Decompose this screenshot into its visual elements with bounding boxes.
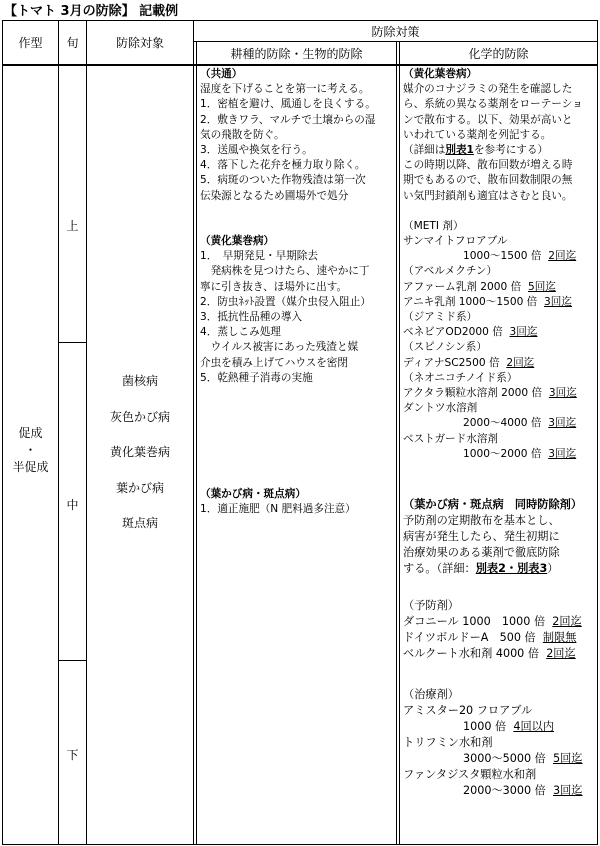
chemical-leafmold	[403, 497, 593, 577]
drug-row	[403, 735, 593, 751]
cultural-leafmold-line: 1．適正施肥（N 肥料過多注意）	[200, 503, 356, 516]
cultural-tylcv-line: 4．蒸しこみ処理	[200, 326, 281, 339]
drug-row	[403, 783, 593, 799]
cultural-tylcv-line: 5．乾熱種子消毒の実施	[200, 371, 313, 384]
drug-row	[403, 751, 593, 767]
header-chemical: 化学的防除	[468, 46, 529, 61]
drug-row	[403, 386, 593, 401]
drug-name: ベストガード水溶剤	[403, 432, 499, 445]
drug-name: ベルクート水和剤 4000 倍	[403, 647, 540, 660]
drug-row	[403, 432, 593, 447]
drug-limit: 2回迄	[506, 356, 535, 369]
drug-row	[403, 234, 593, 249]
chemical-tylcv-line: ら、系統の異なる薬剤をローテーショ	[403, 98, 583, 111]
drug-name: アニキ乳剤 1000～1500 倍	[403, 295, 538, 308]
cultural-leafmold	[200, 487, 392, 517]
chemical-preventive	[403, 598, 593, 660]
drug-group: （アベルメクチン）	[403, 265, 498, 278]
cultural-common-line: 5．病斑のついた作物残渣は第一次	[200, 174, 366, 187]
drug-limit: 2回迄	[548, 250, 577, 263]
text-segment: を参考にする）	[473, 143, 549, 156]
drug-dose: 2000～3000 倍	[463, 784, 546, 797]
drug-limit: 2回迄	[552, 615, 582, 628]
cultural-tylcv-heading: （黄化葉巻病）	[200, 235, 275, 248]
chemical-tylcv-line: い気門封鎖剤も適宜はさむと良い。	[403, 189, 573, 202]
chemical-tylcv-line	[403, 143, 593, 158]
cultural-leafmold-heading: （葉かび病・斑点病）	[200, 488, 306, 500]
drug-name: ディアナSC2500 倍	[403, 356, 500, 369]
drug-name: サンマイトフロアブル	[403, 235, 508, 248]
drug-name: アミスター20 フロアブル	[403, 704, 533, 717]
drug-limit: 制限無	[542, 631, 577, 644]
drug-limit: 2回迄	[546, 647, 576, 660]
cultural-tylcv-line: 1． 早期発見・早期除去	[200, 250, 318, 263]
cultural-column	[200, 67, 392, 386]
drug-name: アファーム乳剤 2000 倍	[403, 280, 522, 293]
period-early: 上	[66, 218, 79, 233]
drug-limit: 3回迄	[544, 295, 572, 308]
drug-limit: 3回迄	[553, 784, 583, 797]
header-target: 防除対象	[115, 36, 164, 50]
drug-limit: 3回迄	[548, 447, 577, 460]
chemical-tylcv-line: いわれている薬剤を列記する。	[403, 128, 552, 141]
chemical-tylcv-line: ンで散布する。以下、効果が高いと	[403, 113, 573, 126]
drug-row	[403, 219, 593, 234]
drug-row	[403, 767, 593, 783]
drug-dose: 1000～2000 倍	[463, 447, 542, 460]
cultural-common-heading: （共通）	[200, 68, 243, 80]
header-period: 旬	[66, 36, 79, 50]
crop-type-line: ・	[24, 443, 37, 457]
drug-dose: 3000～5000 倍	[463, 752, 546, 765]
drug-row	[403, 295, 593, 310]
text-segment: ）	[547, 562, 559, 575]
insecticide-list	[403, 219, 593, 460]
appendix-link-1[interactable]: 別表1	[445, 143, 474, 156]
drug-name: ベネビアOD2000 倍	[403, 326, 503, 339]
drug-row	[403, 719, 593, 735]
cultural-tylcv-line: 寧に引き抜き、ほ場外に出す。	[200, 280, 348, 293]
target-item: 葉かび病	[115, 480, 164, 495]
drug-row	[403, 614, 593, 630]
drug-row	[403, 325, 593, 340]
crop-type-line: 半促成	[12, 460, 49, 474]
cultural-tylcv-line: 2．防虫ﾈｯﾄ設置（媒介虫侵入阻止）	[200, 295, 371, 308]
chemical-leafmold-line: 予防剤の定期散布を基本とし、	[403, 514, 560, 527]
cultural-common-line: 気の飛散を防ぐ。	[200, 128, 285, 141]
drug-limit: 3回迄	[548, 386, 577, 399]
chemical-tylcv-heading: （黄化葉巻病）	[403, 68, 478, 80]
drug-row	[403, 703, 593, 719]
drug-group: （ネオニコチノイド系）	[403, 371, 518, 384]
drug-name: アクタラ顆粒水溶剤 2000 倍	[403, 386, 543, 399]
drug-limit: 3回迄	[548, 417, 577, 430]
period-mid: 中	[66, 497, 79, 512]
drug-row	[403, 280, 593, 295]
chemical-leafmold-line	[403, 561, 593, 577]
preventive-heading: （予防剤）	[403, 599, 459, 612]
drug-name: ダコニール 1000 1000 倍	[403, 615, 546, 628]
drug-row	[403, 416, 593, 431]
cultural-tylcv-line: 発病株を見つけたら、速やかに丁	[200, 265, 370, 278]
chemical-tylcv-line: 期でもあるので、散布回数制限の無	[403, 174, 573, 187]
text-segment: （詳細は	[403, 143, 446, 156]
curative-list	[403, 703, 593, 797]
page-title: 【トマト 3月の防除】 記載例	[4, 4, 179, 19]
target-item: 斑点病	[121, 516, 158, 530]
drug-name: トリフミン水和剤	[403, 736, 493, 749]
drug-row	[403, 447, 593, 462]
cultural-common-line: 2．敷きワラ、マルチで土壌からの湿	[200, 113, 376, 126]
chemical-curative	[403, 687, 593, 797]
drug-row	[403, 371, 593, 386]
header-crop-type: 作型	[18, 36, 43, 50]
drug-row	[403, 401, 593, 416]
cultural-tylcv-line: 3．抵抗性品種の導入	[200, 311, 303, 323]
crop-type-cell	[3, 425, 58, 476]
cultural-tylcv-line: ウイルス被害にあった残渣と媒	[200, 341, 359, 354]
cultural-common-line: 4．落下した花弁を極力取り除く。	[200, 159, 366, 172]
cultural-common-line: 湿度を下げることを第一に考える。	[200, 83, 370, 96]
preventive-list	[403, 614, 593, 660]
drug-limit: 3回迄	[509, 326, 538, 339]
crop-type-line: 促成	[18, 426, 43, 440]
target-item: 菌核病	[121, 374, 158, 388]
appendix-link-2-3[interactable]: 別表2・別表3	[475, 562, 548, 575]
drug-row	[403, 646, 593, 662]
chemical-column	[403, 67, 593, 460]
drug-row	[403, 264, 593, 279]
chemical-leafmold-line: 病害が発生したら、発生初期に	[403, 530, 560, 543]
drug-dose: 1000～1500 倍	[463, 250, 542, 263]
chemical-tylcv-line: 媒介のコナジラミの発生を確認した	[403, 83, 573, 96]
drug-limit: 4回以内	[513, 720, 555, 733]
drug-name: ドイツボルドーA 500 倍	[403, 631, 536, 644]
drug-row	[403, 340, 593, 355]
chemical-leafmold-line: 治療効果のある薬剤で徹底防除	[403, 546, 560, 559]
cultural-tylcv-line: 介虫を積み上げてハウスを密閉	[200, 356, 348, 369]
curative-heading: （治療剤）	[403, 688, 459, 701]
drug-row	[403, 356, 593, 371]
drug-name: ダントツ水溶剤	[403, 402, 478, 415]
cultural-common-line: 1．密植を避け、風通しを良くする。	[200, 98, 376, 111]
text-segment: する。（詳細：	[403, 562, 476, 575]
drug-group: （スピノシン系）	[403, 341, 487, 354]
chemical-leafmold-heading: （葉かび病・斑点病 同時防除剤）	[403, 498, 583, 511]
target-item: 灰色かび病	[109, 409, 170, 424]
drug-name: ファンタジスタ顆粒水和剤	[403, 768, 537, 781]
period-late: 下	[66, 747, 79, 762]
drug-dose: 1000 倍	[463, 720, 507, 733]
drug-group: （ジアミド系）	[403, 311, 478, 323]
header-cultural: 耕種的防除・生物的防除	[230, 46, 363, 61]
target-list	[87, 364, 193, 542]
header-measures: 防除対策	[371, 24, 420, 39]
target-item: 黄化葉巻病	[109, 445, 170, 459]
drug-limit: 5回迄	[527, 280, 556, 293]
drug-dose: 2000～4000 倍	[463, 417, 542, 430]
chemical-tylcv-line: この時期以降、散布回数が増える時	[403, 159, 573, 172]
cultural-common-line: 伝染源となるため圃場外で処分	[200, 189, 349, 202]
drug-row	[403, 249, 593, 264]
cultural-common-line: 3．送風や換気を行う。	[200, 143, 313, 156]
drug-limit: 5回迄	[553, 752, 583, 765]
drug-row	[403, 630, 593, 646]
drug-group: （METI 剤）	[403, 219, 464, 232]
drug-row	[403, 310, 593, 325]
